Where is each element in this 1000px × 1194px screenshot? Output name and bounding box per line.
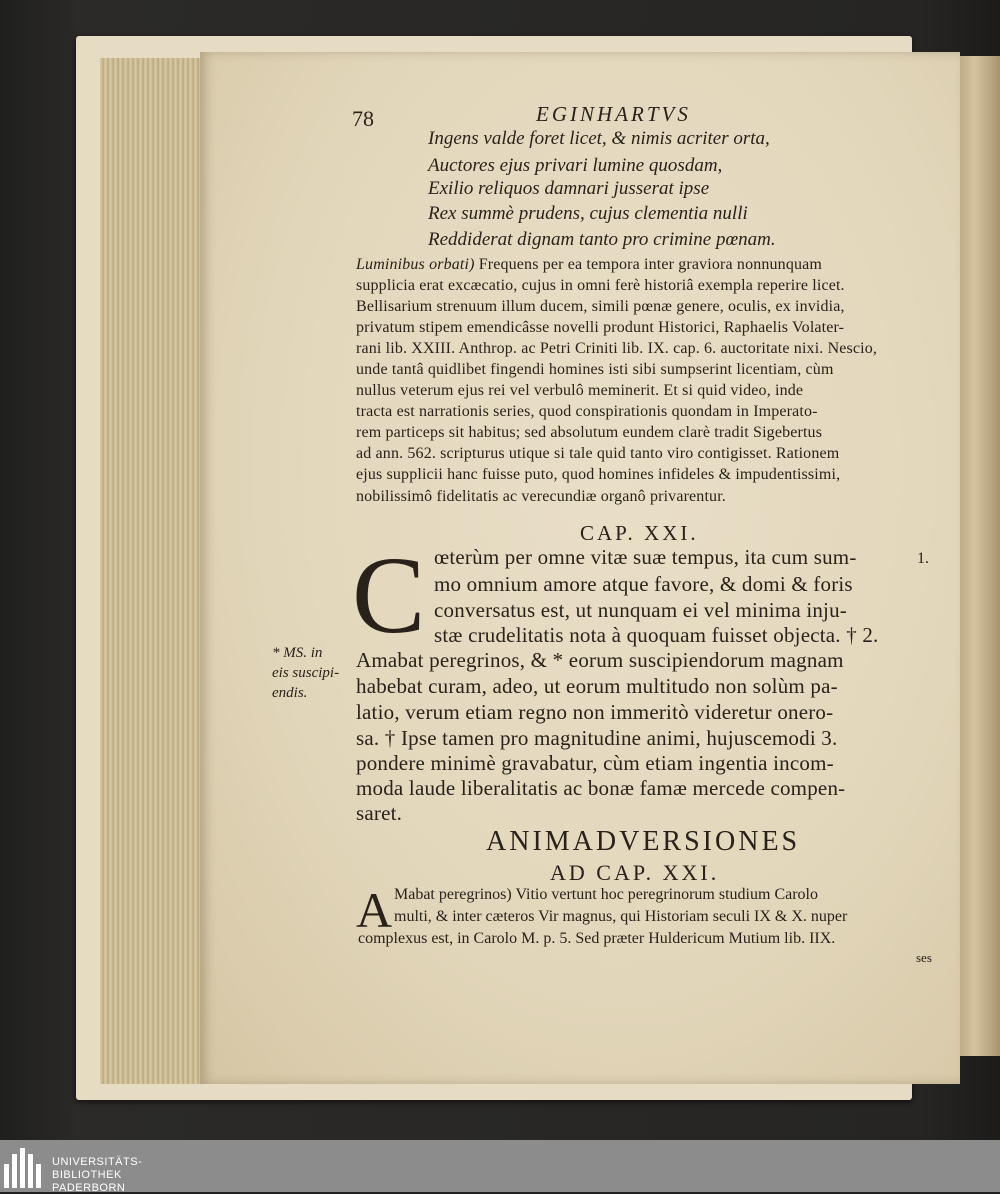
chapter-line: saret. [356, 801, 403, 825]
chapter-line: œterùm per omne vitæ suæ tempus, ita cum sum- [434, 545, 857, 569]
chapter-line: Amabat peregrinos, & * eorum suscipiendorum magnam [356, 648, 844, 672]
chapter-line: stæ crudelitatis nota à quoquam fuisset objecta. † 2. [434, 623, 879, 647]
margin-note-line: * MS. in [272, 645, 323, 661]
library-logo-icon [4, 1146, 46, 1188]
margin-note-line: endis. [272, 685, 308, 701]
commentary-line: complexus est, in Carolo M. p. 5. Sed præter Huldericum Mutium lib. IIX. [358, 930, 836, 947]
chapter-line: conversatus est, ut nunquam ei vel minima inju- [434, 598, 847, 622]
commentary-line: nullus veterum ejus rei vel verbulô meminerit. Et si quid video, inde [356, 382, 804, 399]
chapter-line: pondere minimè gravabatur, cùm etiam ingentia incom- [356, 751, 834, 775]
lemma: Luminibus orbati) [356, 256, 475, 273]
commentary-line: ad ann. 562. scripturus utique si tale quid tanto viro contigisset. Rationem [356, 445, 840, 462]
poem-line: Reddiderat dignam tanto pro crimine pœnam. [428, 229, 776, 250]
margin-note-line: eis suscipi- [272, 665, 340, 681]
poem-line: Exilio reliquos damnari jusserat ipse [428, 178, 710, 199]
chapter-line: mo omnium amore atque favore, & domi & foris [434, 572, 853, 596]
footer-text: PADERBORN [52, 1182, 126, 1194]
section-title: ANIMADVERSIONES [486, 826, 801, 857]
poem-line: Rex summè prudens, cujus clementia nulli [428, 203, 748, 224]
poem-line: Auctores ejus privari lumine quosdam, [428, 155, 723, 176]
commentary-line: privatum stipem emendicâsse novelli produnt Historici, Raphaelis Volater- [356, 319, 845, 336]
commentary-line: ejus supplicii hanc fuisse puto, quod homines infideles & impudentissimi, [356, 466, 841, 483]
commentary-line: supplicia erat excæcatio, cujus in omni ferè historiâ exempla reperire licet. [356, 277, 845, 294]
page-number: 78 [352, 106, 374, 131]
drop-cap: C [352, 534, 426, 656]
commentary-text: Frequens per ea tempora inter graviora nonnunquam [474, 256, 822, 273]
chapter-heading: CAP. XXI. [580, 521, 699, 545]
footer-bar [0, 1140, 1000, 1192]
catchword: ses [916, 950, 932, 965]
commentary-line: Bellisarium strenuum illum ducem, simili pœnæ genere, oculis, ex invidia, [356, 298, 845, 315]
chapter-line: sa. † Ipse tamen pro magnitudine animi, hujuscemodi 3. [356, 726, 838, 750]
commentary-line: Mabat peregrinos) Vitio vertunt hoc peregrinorum studium Carolo [394, 886, 818, 903]
chapter-line: moda laude liberalitatis ac bonæ famæ mercede compen- [356, 776, 846, 800]
footer-text: UNIVERSITÄTS- [52, 1156, 143, 1168]
section-subtitle: AD CAP. XXI. [550, 860, 720, 885]
page-edges [100, 58, 205, 1084]
drop-cap-a: A [356, 882, 393, 938]
margin-numeral: 1. [917, 550, 929, 567]
chapter-line: habebat curam, adeo, ut eorum multitudo non solùm pa- [356, 674, 838, 698]
footer-text: BIBLIOTHEK [52, 1169, 122, 1181]
commentary-line: tracta est narrationis series, quod conspirationis quondam in Imperato- [356, 403, 818, 420]
commentary-line: rem particeps sit habitus; sed absolutum eundem clarè tradit Sigebertus [356, 424, 823, 441]
running-head: EGINHARTVS [536, 102, 691, 126]
commentary-line: multi, & inter cæteros Vir magnus, qui Historiam seculi IX & X. nuper [394, 908, 848, 925]
chapter-line: latio, verum etiam regno non immeritò videretur onero- [356, 700, 834, 724]
commentary-line: nobilissimô fidelitatis ac verecundiæ organô privarentur. [356, 488, 726, 505]
commentary-line: unde tantâ quidlibet fingendi homines isti sibi sumpserint licentiam, cùm [356, 361, 834, 378]
commentary-line [356, 256, 822, 274]
facing-page-edge [958, 56, 1000, 1056]
commentary-line: rani lib. XXIII. Anthrop. ac Petri Criniti lib. IX. cap. 6. auctoritate nixi. Nescio, [356, 340, 878, 357]
poem-line: Ingens valde foret licet, & nimis acriter orta, [428, 128, 770, 149]
